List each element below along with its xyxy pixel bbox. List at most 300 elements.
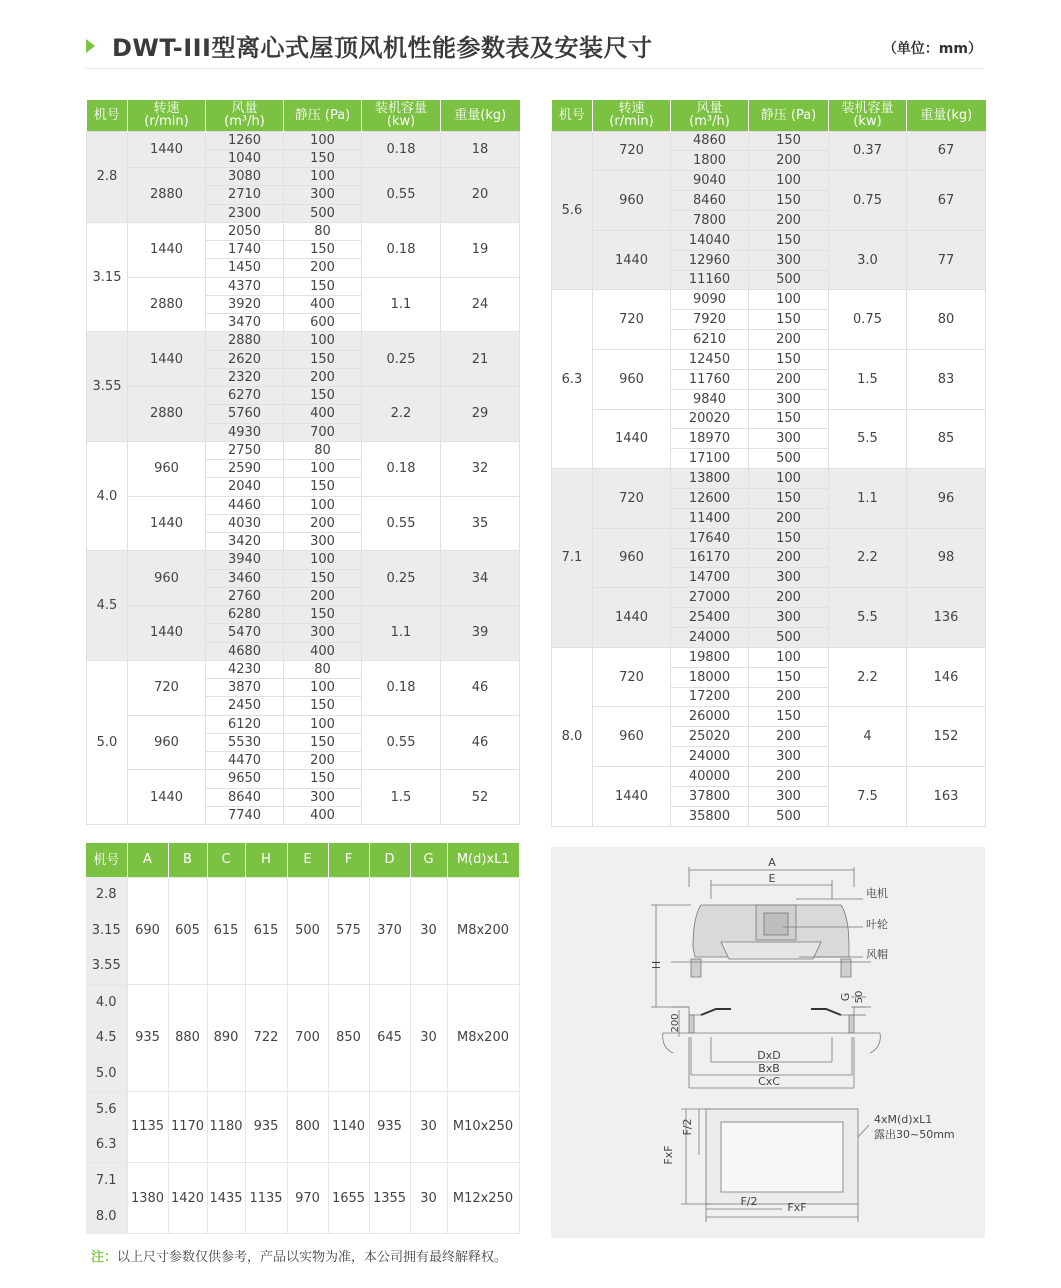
- table-cell: 8460: [671, 191, 749, 211]
- column-header: 重量(kg): [907, 100, 986, 131]
- table-cell: 20020: [671, 409, 749, 429]
- table-cell: 1140: [328, 1091, 369, 1162]
- table-cell: 150: [284, 387, 362, 405]
- table-cell: 300: [284, 788, 362, 806]
- table-cell: 300: [749, 429, 829, 449]
- table-cell: 150: [284, 350, 362, 368]
- column-header: 机号: [87, 100, 128, 131]
- table-cell: 200: [749, 687, 829, 707]
- table-cell: 4.5: [86, 1020, 127, 1056]
- table-cell: 150: [284, 733, 362, 751]
- table-cell: 100: [749, 290, 829, 310]
- table-cell: 4.5: [87, 551, 128, 661]
- table-cell: 4.0: [87, 441, 128, 551]
- table-cell: 1655: [328, 1163, 369, 1234]
- dimension-table: [86, 843, 520, 1234]
- table-cell: 100: [284, 496, 362, 514]
- column-header: F: [328, 843, 369, 877]
- table-cell: 12600: [671, 488, 749, 508]
- table-cell: 0.75: [829, 171, 907, 231]
- table-cell: 1740: [206, 241, 284, 259]
- table-cell: 100: [284, 551, 362, 569]
- table-cell: 11400: [671, 508, 749, 528]
- table-cell: 35: [441, 496, 520, 551]
- table-cell: 2710: [206, 186, 284, 204]
- table-row: [552, 171, 986, 191]
- table-cell: 1440: [128, 222, 206, 277]
- table-cell: 20: [441, 168, 520, 223]
- table-cell: 720: [128, 660, 206, 715]
- table-cell: 2320: [206, 368, 284, 386]
- dim-label-g: G: [839, 992, 852, 1002]
- table-cell: 2620: [206, 350, 284, 368]
- column-header: 机号: [86, 843, 127, 877]
- table-cell: 3420: [206, 533, 284, 551]
- table-cell: 30: [410, 1163, 447, 1234]
- table-cell: 100: [284, 460, 362, 478]
- table-cell: 6210: [671, 330, 749, 350]
- table-cell: 200: [284, 368, 362, 386]
- table-cell: 19800: [671, 647, 749, 667]
- column-header: 风量 (m³/h): [206, 100, 284, 131]
- table-cell: 96: [907, 469, 986, 529]
- table-cell: 615: [207, 877, 245, 984]
- table-cell: 2050: [206, 222, 284, 240]
- table-cell: 150: [749, 230, 829, 250]
- table-cell: 500: [749, 627, 829, 647]
- dim-label-f2-horizontal: F/2: [740, 1195, 758, 1208]
- table-cell: 300: [284, 186, 362, 204]
- table-cell: 4470: [206, 752, 284, 770]
- table-cell: 100: [749, 469, 829, 489]
- table-row: [552, 647, 986, 667]
- table-cell: 9650: [206, 770, 284, 788]
- table-cell: 960: [593, 171, 671, 231]
- column-header: 装机容量 (kw): [829, 100, 907, 131]
- table-cell: 2040: [206, 478, 284, 496]
- table-cell: 19: [441, 222, 520, 277]
- table-cell: 1.1: [362, 277, 441, 332]
- table-cell: 200: [749, 548, 829, 568]
- table-cell: M8x200: [447, 984, 519, 1091]
- table-cell: 1.5: [829, 349, 907, 409]
- performance-table-right: [551, 100, 986, 827]
- table-cell: 8640: [206, 788, 284, 806]
- table-cell: 136: [907, 588, 986, 648]
- table-cell: 960: [593, 707, 671, 767]
- table-cell: M8x200: [447, 877, 519, 984]
- table-cell: M12x250: [447, 1163, 519, 1234]
- table-cell: 163: [907, 767, 986, 827]
- table-cell: 1135: [127, 1091, 168, 1162]
- table-row: [86, 1091, 519, 1127]
- table-cell: 500: [749, 270, 829, 290]
- table-cell: 970: [287, 1163, 328, 1234]
- table-cell: 100: [284, 332, 362, 350]
- table-cell: 17200: [671, 687, 749, 707]
- table-cell: 100: [749, 171, 829, 191]
- table-cell: 0.55: [362, 715, 441, 770]
- table-cell: 14700: [671, 568, 749, 588]
- table-cell: 0.75: [829, 290, 907, 350]
- table-cell: 200: [749, 330, 829, 350]
- dim-label-cxc: CxC: [758, 1075, 780, 1088]
- table-cell: 4860: [671, 131, 749, 151]
- table-row: [552, 588, 986, 608]
- table-cell: 2880: [128, 168, 206, 223]
- table-cell: 1440: [593, 588, 671, 648]
- fan-dimension-drawing: [551, 847, 985, 1238]
- table-row: [86, 984, 519, 1020]
- table-cell: 700: [284, 423, 362, 441]
- table-cell: M10x250: [447, 1091, 519, 1162]
- table-cell: 200: [749, 727, 829, 747]
- table-cell: 1440: [128, 770, 206, 825]
- table-cell: 7800: [671, 210, 749, 230]
- table-row: [552, 349, 986, 369]
- table-cell: 150: [749, 488, 829, 508]
- table-cell: 5530: [206, 733, 284, 751]
- dim-label-dxd: DxD: [757, 1049, 781, 1062]
- table-cell: 100: [284, 168, 362, 186]
- table-cell: 2.2: [362, 387, 441, 442]
- table-cell: 935: [127, 984, 168, 1091]
- table-row: [87, 770, 520, 788]
- table-cell: 32: [441, 441, 520, 496]
- table-cell: 720: [593, 290, 671, 350]
- table-cell: 9040: [671, 171, 749, 191]
- table-cell: 1440: [128, 131, 206, 168]
- table-cell: 150: [749, 191, 829, 211]
- table-cell: 1435: [207, 1163, 245, 1234]
- table-cell: 150: [284, 478, 362, 496]
- table-header-row: [87, 100, 520, 131]
- page-title: DWT-III型离心式屋顶风机性能参数表及安装尺寸: [112, 34, 653, 62]
- table-cell: 100: [284, 715, 362, 733]
- table-cell: 11160: [671, 270, 749, 290]
- table-cell: 150: [284, 149, 362, 167]
- table-cell: 2750: [206, 441, 284, 459]
- table-cell: 3460: [206, 569, 284, 587]
- table-cell: 1.5: [362, 770, 441, 825]
- column-header: M(d)xL1: [447, 843, 519, 877]
- table-cell: 0.18: [362, 441, 441, 496]
- table-cell: 5.0: [86, 1055, 127, 1091]
- table-row: [87, 387, 520, 405]
- table-cell: 5.5: [829, 409, 907, 469]
- table-cell: 1440: [128, 606, 206, 661]
- table-cell: 3920: [206, 295, 284, 313]
- table-cell: 700: [287, 984, 328, 1091]
- table-cell: 400: [284, 295, 362, 313]
- table-cell: 8.0: [552, 647, 593, 826]
- table-row: [87, 222, 520, 240]
- column-header: G: [410, 843, 447, 877]
- table-cell: 0.18: [362, 222, 441, 277]
- table-cell: 150: [749, 349, 829, 369]
- table-cell: 3940: [206, 551, 284, 569]
- table-cell: 80: [284, 441, 362, 459]
- table-cell: 12960: [671, 250, 749, 270]
- table-cell: 4680: [206, 642, 284, 660]
- table-cell: 300: [749, 389, 829, 409]
- table-cell: 0.55: [362, 168, 441, 223]
- page-header: [86, 28, 984, 69]
- table-cell: 500: [749, 806, 829, 826]
- table-cell: 720: [593, 469, 671, 529]
- table-cell: 2.8: [87, 131, 128, 222]
- table-cell: 1450: [206, 259, 284, 277]
- table-cell: 150: [749, 667, 829, 687]
- table-cell: 400: [284, 806, 362, 824]
- table-row: [87, 715, 520, 733]
- table-cell: 200: [749, 210, 829, 230]
- table-cell: 9840: [671, 389, 749, 409]
- table-cell: 300: [749, 747, 829, 767]
- table-cell: 200: [749, 588, 829, 608]
- table-row: [87, 441, 520, 459]
- table-cell: 2760: [206, 587, 284, 605]
- table-cell: 39: [441, 606, 520, 661]
- table-cell: 500: [749, 449, 829, 469]
- table-cell: 800: [287, 1091, 328, 1162]
- table-row: [87, 168, 520, 186]
- table-cell: 4230: [206, 660, 284, 678]
- table-cell: 300: [749, 608, 829, 628]
- table-cell: 2880: [128, 277, 206, 332]
- table-cell: 1135: [245, 1163, 287, 1234]
- table-cell: 35800: [671, 806, 749, 826]
- table-cell: 6280: [206, 606, 284, 624]
- table-cell: 2.2: [829, 647, 907, 707]
- table-cell: 1440: [593, 230, 671, 290]
- table-cell: 25020: [671, 727, 749, 747]
- table-cell: 200: [749, 767, 829, 787]
- column-header: A: [127, 843, 168, 877]
- table-cell: 67: [907, 171, 986, 231]
- table-cell: 300: [749, 250, 829, 270]
- table-cell: 30: [410, 1091, 447, 1162]
- dim-label-bxb: BxB: [758, 1062, 780, 1075]
- table-cell: 1380: [127, 1163, 168, 1234]
- column-header: C: [207, 843, 245, 877]
- table-cell: 1.1: [362, 606, 441, 661]
- triangle-bullet-icon: [86, 39, 95, 53]
- table-cell: 370: [369, 877, 410, 984]
- table-cell: 100: [284, 679, 362, 697]
- column-header: D: [369, 843, 410, 877]
- table-cell: 7920: [671, 310, 749, 330]
- table-cell: 200: [284, 259, 362, 277]
- table-cell: 4370: [206, 277, 284, 295]
- table-cell: 24000: [671, 627, 749, 647]
- table-cell: 4030: [206, 514, 284, 532]
- table-cell: 52: [441, 770, 520, 825]
- table-cell: 0.55: [362, 496, 441, 551]
- table-cell: 960: [593, 349, 671, 409]
- table-cell: 150: [284, 569, 362, 587]
- table-cell: 150: [749, 131, 829, 151]
- table-row: [87, 660, 520, 678]
- table-cell: 100: [284, 131, 362, 149]
- table-cell: 3080: [206, 168, 284, 186]
- table-cell: 5760: [206, 405, 284, 423]
- table-cell: 960: [128, 551, 206, 606]
- table-cell: 1440: [128, 496, 206, 551]
- dim-label-h: H: [650, 960, 663, 970]
- dim-label-fxf-horizontal: FxF: [787, 1201, 807, 1214]
- table-cell: 300: [284, 624, 362, 642]
- unit-label: （单位：mm）: [882, 41, 982, 57]
- table-cell: 80: [907, 290, 986, 350]
- table-cell: 400: [284, 405, 362, 423]
- table-cell: 150: [749, 707, 829, 727]
- table-cell: 3.15: [86, 913, 127, 949]
- table-cell: 300: [284, 533, 362, 551]
- table-cell: 17640: [671, 528, 749, 548]
- table-cell: 1170: [168, 1091, 207, 1162]
- table-cell: 5470: [206, 624, 284, 642]
- table-cell: 4460: [206, 496, 284, 514]
- table-cell: 34: [441, 551, 520, 606]
- column-header: 机号: [552, 100, 593, 131]
- label-exposed-length: 露出30~50mm: [874, 1128, 955, 1141]
- table-cell: 30: [410, 877, 447, 984]
- label-hood: 风帽: [866, 948, 888, 961]
- table-cell: 3870: [206, 679, 284, 697]
- table-cell: 30: [410, 984, 447, 1091]
- table-cell: 0.18: [362, 131, 441, 168]
- table-cell: 1440: [593, 409, 671, 469]
- table-cell: 6.3: [86, 1127, 127, 1163]
- table-cell: 80: [284, 660, 362, 678]
- table-cell: 1260: [206, 131, 284, 149]
- table-cell: 24000: [671, 747, 749, 767]
- column-header: 静压 (Pa): [284, 100, 362, 131]
- table-row: [552, 230, 986, 250]
- table-row: [87, 496, 520, 514]
- table-cell: 0.37: [829, 131, 907, 171]
- table-cell: 85: [907, 409, 986, 469]
- label-impeller: 叶轮: [866, 918, 888, 931]
- table-cell: 722: [245, 984, 287, 1091]
- column-header: 风量 (m³/h): [671, 100, 749, 131]
- table-row: [87, 131, 520, 149]
- table-cell: 26000: [671, 707, 749, 727]
- table-cell: 2450: [206, 697, 284, 715]
- table-cell: 605: [168, 877, 207, 984]
- table-cell: 575: [328, 877, 369, 984]
- table-row: [552, 528, 986, 548]
- table-cell: 40000: [671, 767, 749, 787]
- table-cell: 200: [749, 369, 829, 389]
- dim-label-a: A: [768, 856, 776, 869]
- table-row: [87, 606, 520, 624]
- table-cell: 615: [245, 877, 287, 984]
- table-cell: 29: [441, 387, 520, 442]
- table-cell: 2880: [206, 332, 284, 350]
- table-cell: 6120: [206, 715, 284, 733]
- table-cell: 0.25: [362, 551, 441, 606]
- table-cell: 21: [441, 332, 520, 387]
- table-row: [552, 290, 986, 310]
- table-cell: 18: [441, 131, 520, 168]
- table-cell: 645: [369, 984, 410, 1091]
- table-cell: 0.25: [362, 332, 441, 387]
- table-cell: 12450: [671, 349, 749, 369]
- table-cell: 935: [245, 1091, 287, 1162]
- table-cell: 200: [284, 587, 362, 605]
- table-cell: 150: [749, 409, 829, 429]
- table-cell: 98: [907, 528, 986, 588]
- table-cell: 13800: [671, 469, 749, 489]
- table-cell: 16170: [671, 548, 749, 568]
- footnote-label: 注：: [91, 1250, 118, 1265]
- table-cell: 1180: [207, 1091, 245, 1162]
- table-cell: 1440: [593, 767, 671, 827]
- column-header: E: [287, 843, 328, 877]
- table-cell: 200: [284, 752, 362, 770]
- table-cell: 18970: [671, 429, 749, 449]
- table-cell: 150: [284, 770, 362, 788]
- table-cell: 5.6: [86, 1091, 127, 1127]
- dim-label-e: E: [768, 872, 776, 885]
- table-cell: 46: [441, 715, 520, 770]
- table-cell: 8.0: [86, 1198, 127, 1234]
- table-cell: 0.18: [362, 660, 441, 715]
- table-cell: 300: [749, 786, 829, 806]
- table-cell: 3.0: [829, 230, 907, 290]
- table-cell: 25400: [671, 608, 749, 628]
- table-row: [86, 877, 519, 913]
- table-cell: 1440: [128, 332, 206, 387]
- table-cell: 27000: [671, 588, 749, 608]
- table-cell: 150: [749, 528, 829, 548]
- footnote: [91, 1246, 507, 1265]
- column-header: 转速 (r/min): [128, 100, 206, 131]
- dim-label-200: 200: [670, 1013, 681, 1033]
- table-row: [552, 469, 986, 489]
- table-cell: 150: [284, 241, 362, 259]
- table-row: [552, 131, 986, 151]
- table-cell: 46: [441, 660, 520, 715]
- table-row: [87, 277, 520, 295]
- performance-table-left: [86, 100, 520, 825]
- column-header: 装机容量 (kw): [362, 100, 441, 131]
- table-header-row: [86, 843, 519, 877]
- table-cell: 1040: [206, 149, 284, 167]
- table-row: [552, 707, 986, 727]
- table-cell: 2590: [206, 460, 284, 478]
- table-cell: 4.0: [86, 984, 127, 1020]
- table-cell: 150: [284, 697, 362, 715]
- table-cell: 600: [284, 314, 362, 332]
- column-header: 静压 (Pa): [749, 100, 829, 131]
- table-cell: 200: [749, 508, 829, 528]
- table-cell: 67: [907, 131, 986, 171]
- label-bolt-spec: 4xM(d)xL1: [874, 1113, 933, 1126]
- table-cell: 960: [128, 441, 206, 496]
- table-cell: 200: [749, 151, 829, 171]
- table-cell: 4: [829, 707, 907, 767]
- column-header: H: [245, 843, 287, 877]
- table-cell: 17100: [671, 449, 749, 469]
- table-cell: 960: [128, 715, 206, 770]
- table-cell: 7.1: [86, 1163, 127, 1199]
- table-cell: 300: [749, 568, 829, 588]
- table-cell: 7.5: [829, 767, 907, 827]
- table-cell: 3.55: [86, 948, 127, 984]
